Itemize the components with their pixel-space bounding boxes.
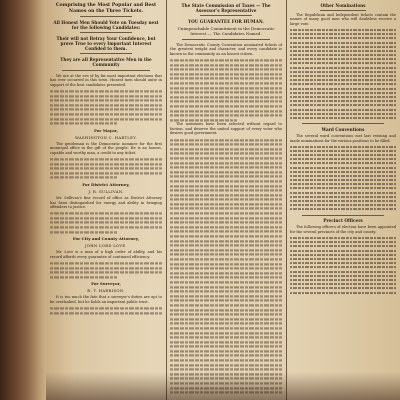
rule <box>80 32 132 33</box>
paragraph: The several ward conventions met last evening and made nominations for the various positions to be filled. <box>290 133 396 143</box>
candidate-name: WASHINGTON C. HARTLEY. <box>74 134 138 140</box>
paragraph: Mr. Sullivan's fine record of office as District Attorney has been distinguished for energy and ability in bringing offenders to justice. <box>50 195 162 210</box>
candidate-name: J. R. SULLIVAN. <box>88 188 124 194</box>
section-title: For Surveyor, <box>91 281 121 287</box>
subheadline: They are all Representative Men in the Community <box>60 56 152 67</box>
column-3 <box>290 0 396 400</box>
paragraph: Mr. Love is a man of a high order of ability, and his record affords every guarantee of continued efficiency. <box>50 250 162 259</box>
rule <box>182 39 270 40</box>
paragraph: The gentleman is the Democratic nominee for the first municipal office in the gift of the people. He is an honest, capable and worthy man, a credit to any ticket. <box>50 141 162 155</box>
rule <box>80 53 132 54</box>
book-binding <box>0 0 46 400</box>
headline: The State Commission of Taxes — The Assessor's Representative <box>181 3 271 14</box>
candidate-name: JOHN LORD LOVE. <box>84 243 127 249</box>
subheadline: Precinct Officers <box>323 218 363 224</box>
rule <box>302 215 384 216</box>
column-1 <box>50 0 162 400</box>
section-title: For City and County Attorney, <box>72 236 140 242</box>
subheadline: All Honest Men Should Vote on Tuesday next for the following Candidates: <box>53 19 159 30</box>
column-divider <box>166 0 167 400</box>
paragraph: The following officers of election have been appointed for the several precincts of the city and county. <box>290 225 396 234</box>
column-divider <box>286 0 287 400</box>
paragraph: The Republican and Independent tickets contain the names of many good men who will doubtless receive a large vote. <box>290 12 396 26</box>
candidate-name: R. T. HARRISON. <box>87 288 125 294</box>
paragraph: The Democratic County Convention nominated tickets of the greatest weight and character, and every candidate is known in the community as an honest citizen. <box>170 42 282 56</box>
rule <box>320 10 366 11</box>
subheadline: YOU GUARANTEE FOR HUMAN. <box>188 18 264 24</box>
rule <box>200 15 252 16</box>
paragraph: It is too much the fate that a surveyor's duties are apt to be overlooked, but he holds an important public trust. <box>50 295 162 304</box>
section-title: For District Attorney, <box>82 181 130 187</box>
subheadline: Ward Conventions <box>321 126 365 132</box>
section-title: For Mayor, <box>93 127 118 133</box>
headline: Other Nominations <box>320 3 366 8</box>
rule <box>62 70 150 71</box>
newspaper-page <box>46 0 400 400</box>
headline: Comprising the Most Popular and Best Names on the Three Tickets. <box>55 3 157 14</box>
rule <box>80 16 132 17</box>
subheadline: Unimpeachable Commitment in the Democratic Interest — The Candidates Named. <box>177 26 275 37</box>
subheadline: Their will not Betray Your Confidence, but prove True to every Important Interest Confided to them. <box>56 35 156 51</box>
paragraph: We are at the eve of by far most important elections that has ever occurred in this town. Honest men should unite in support of the best candidates presented. <box>50 73 162 87</box>
paragraph: The nominees have been selected without regard to faction, and deserve the united support of every voter who desires good government. <box>170 122 282 136</box>
rule <box>302 123 384 124</box>
column-2 <box>170 0 282 400</box>
